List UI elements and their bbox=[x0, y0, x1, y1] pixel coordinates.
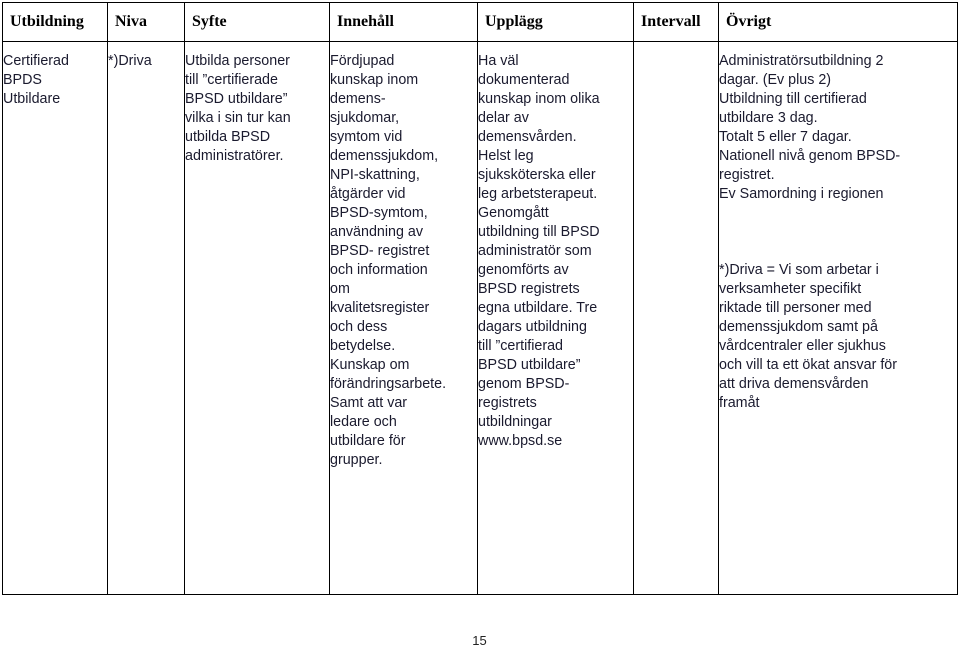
cell-ovrigt bbox=[719, 42, 958, 595]
cell-utbildning bbox=[3, 42, 108, 595]
training-table bbox=[2, 2, 958, 595]
header-niva: Niva bbox=[108, 3, 185, 42]
syfte-text: Utbilda personer till ”certifierade BPSD utbildare” vilka i sin tur kan utbilda BPSD administratörer. bbox=[185, 53, 291, 164]
niva-text: *)Driva bbox=[108, 53, 152, 69]
cell-intervall bbox=[634, 42, 719, 595]
header-syfte: Syfte bbox=[185, 3, 330, 42]
cell-niva bbox=[108, 42, 185, 595]
innehall-text: Fördjupad kunskap inom demens- sjukdomar, symtom vid demenssjukdom, NPI-skattning, åtgärder vid BPSD-symtom, användning av BPSD- registret och information om kvalitetsregister och dess betydelse. Kunskap om förändringsarbete. Samt att var ledare och utbildare för grupper. bbox=[330, 53, 447, 468]
cell-innehall bbox=[330, 42, 478, 595]
table-row bbox=[3, 42, 958, 595]
header-row bbox=[3, 3, 958, 42]
ovrigt-text-2: *)Driva = Vi som arbetar i verksamheter specifikt riktade till personer med demenssjukdom samt på vårdcentraler eller sjukhus och vill ta ett ökat ansvar för att driva demensvården framåt bbox=[719, 262, 897, 411]
header-utbildning: Utbildning bbox=[3, 3, 108, 42]
ovrigt-spacer bbox=[719, 204, 957, 261]
page-number: 15 bbox=[472, 633, 487, 648]
upplagg-text: Ha väl dokumenterad kunskap inom olika delar av demensvården. Helst leg sjuksköterska eller leg arbetsterapeut. Genomgått utbildning till BPSD administratör som genomförts av BPSD registrets egna utbildare. Tre dagars utbildning till ”certifierad BPSD utbildare” genom BPSD- registrets utbildningar www.bpsd.se bbox=[478, 53, 600, 449]
utbildning-text: Certifierad BPDS Utbildare bbox=[3, 53, 69, 107]
header-upplagg: Upplägg bbox=[478, 3, 634, 42]
cell-upplagg bbox=[478, 42, 634, 595]
header-innehall: Innehåll bbox=[330, 3, 478, 42]
header-ovrigt: Övrigt bbox=[719, 3, 958, 42]
header-intervall: Intervall bbox=[634, 3, 719, 42]
cell-syfte bbox=[185, 42, 330, 595]
ovrigt-text-1: Administratörsutbildning 2 dagar. (Ev plus 2) Utbildning till certifierad utbildare 3 dag. Totalt 5 eller 7 dagar. Nationell nivå genom BPSD- registret. Ev Samordning i regionen bbox=[719, 53, 901, 202]
